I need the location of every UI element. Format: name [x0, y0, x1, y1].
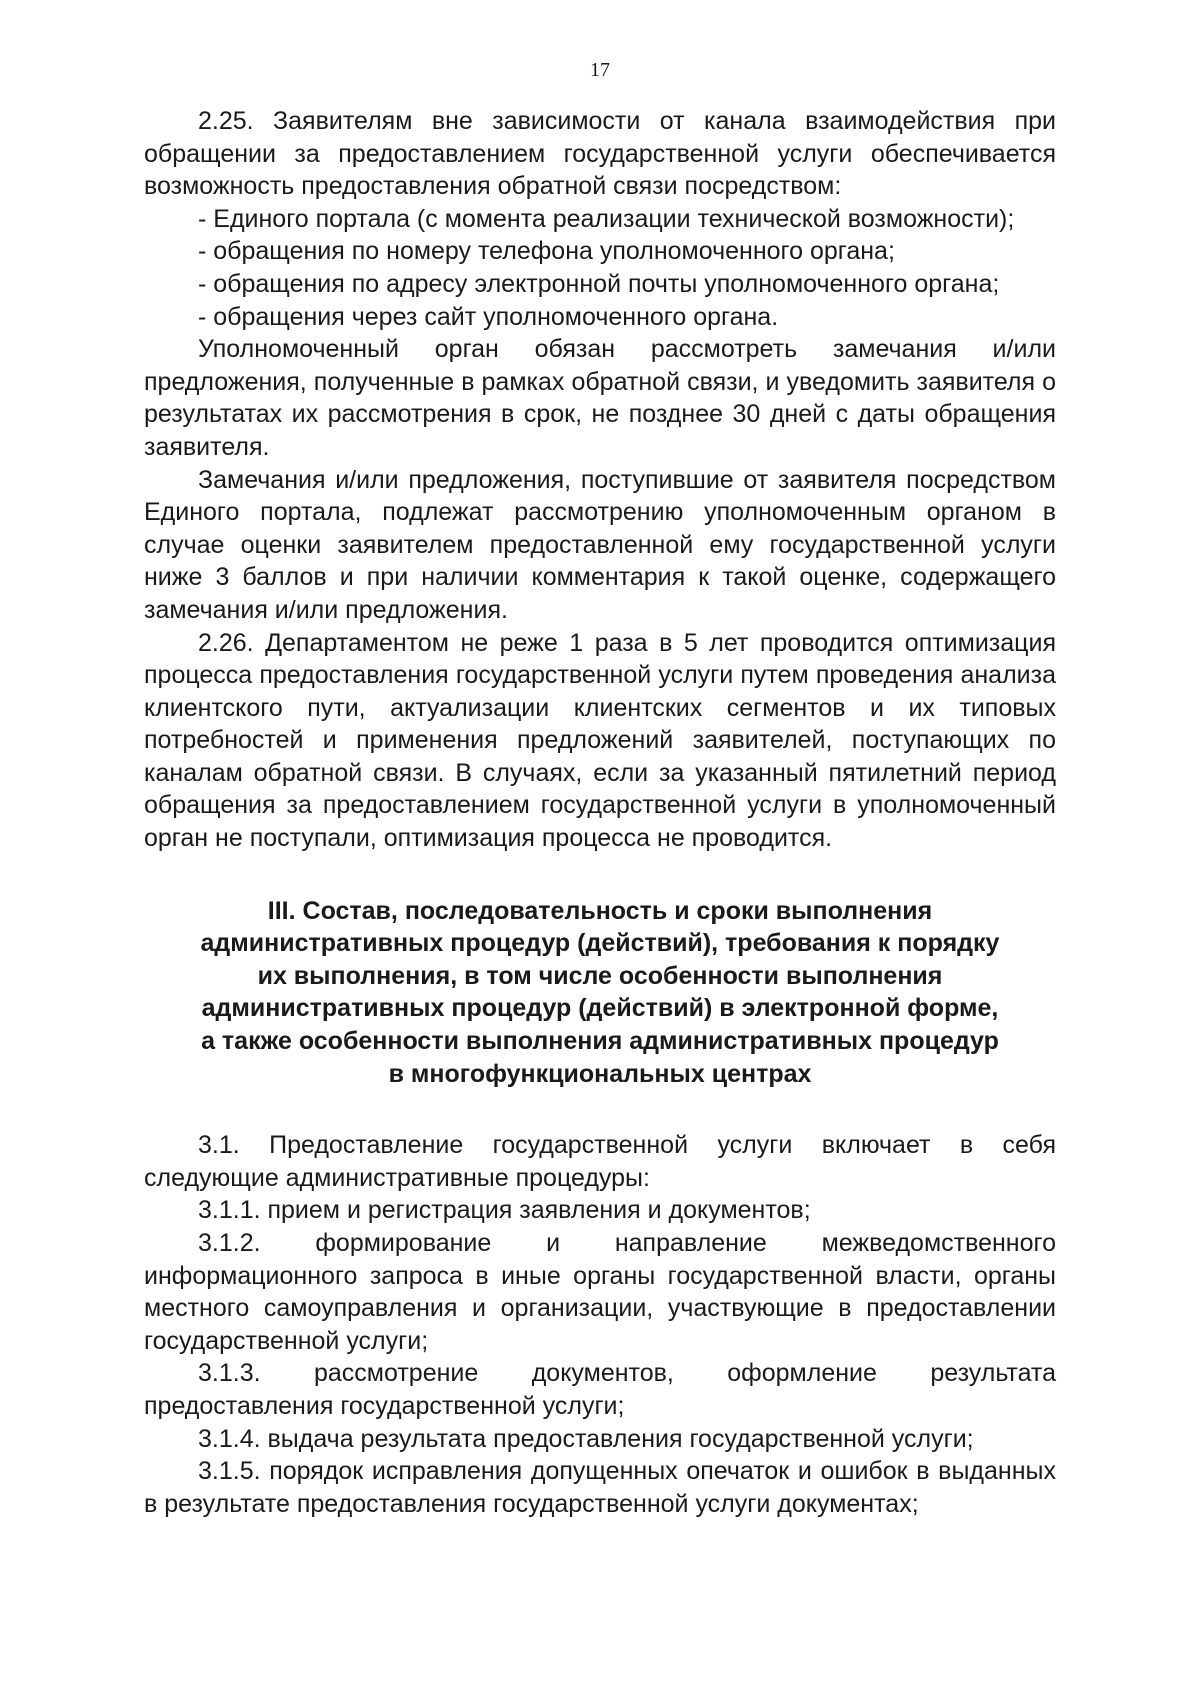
heading-line: административных процедур (действий) в электронной форме,	[201, 994, 999, 1023]
paragraph: 2.25. Заявителям вне зависимости от канала взаимодействия при обращении за предоставлением государственной услуги обеспечивается возможность предоставления обратной связи посредством:	[144, 107, 1056, 201]
paragraph: Замечания и/или предложения, поступившие от заявителя посредством Единого портала, подлежат рассмотрению уполномоченным органом в случае оценки заявителем предоставленной ему государственной услуги ниже 3 баллов и при наличии комментария к такой оценке, содержащего замечания и/или предложения.	[144, 465, 1056, 624]
heading-line: в многофункциональных центрах	[388, 1059, 812, 1088]
paragraph: 3.1.1. прием и регистрация заявления и документов;	[198, 1196, 811, 1225]
section-2-paragraphs	[144, 105, 1056, 855]
section-heading	[144, 895, 1056, 1091]
paragraph: Уполномоченный орган обязан рассмотреть замечания и/или предложения, полученные в рамках обратной связи, и уведомить заявителя о результатах их рассмотрения в срок, не позднее 30 дней с даты обращения заявителя.	[144, 335, 1056, 461]
paragraph: 3.1.5. порядок исправления допущенных опечаток и ошибок в выданных в результате предоставления государственной услуги документах;	[144, 1457, 1056, 1518]
paragraph: 3.1.2. формирование и направление межведомственного информационного запроса в иные органы государственной власти, органы местного самоуправления и организации, участвующие в предоставлении государственной услуги;	[144, 1229, 1056, 1355]
paragraph: 2.26. Департаментом не реже 1 раза в 5 лет проводится оптимизация процесса предоставления государственной услуги путем проведения анализа клиентского пути, актуализации клиентских сегментов и их типовых потребностей и применения предложений заявителей, поступающих по каналам обратной связи. В случаях, если за указанный пятилетний период обращения за предоставлением государственной услуги в уполномоченный орган не поступали, оптимизация процесса не проводится.	[144, 628, 1056, 853]
paragraph: 3.1. Предоставление государственной услуги включает в себя следующие административные процедуры:	[144, 1131, 1056, 1192]
list-item: - обращения через сайт уполномоченного органа.	[198, 302, 779, 331]
list-item: - обращения по адресу электронной почты уполномоченного органа;	[198, 269, 1000, 298]
section-3-paragraphs	[144, 1129, 1056, 1520]
heading-line: III. Состав, последовательность и сроки выполнения	[267, 896, 933, 925]
document-body	[144, 105, 1056, 1520]
page-number: 17	[590, 59, 610, 81]
list-item: - Единого портала (с момента реализации технической возможности);	[198, 204, 1015, 233]
heading-line: их выполнения, в том числе особенности выполнения	[257, 961, 943, 990]
list-item: - обращения по номеру телефона уполномоченного органа;	[198, 237, 895, 266]
paragraph: 3.1.4. выдача результата предоставления государственной услуги;	[198, 1424, 974, 1453]
paragraph: 3.1.3. рассмотрение документов, оформление результата предоставления государственной услуги;	[144, 1359, 1056, 1420]
heading-line: административных процедур (действий), требования к порядку	[200, 929, 1000, 958]
heading-line: а также особенности выполнения административных процедур	[201, 1027, 999, 1056]
